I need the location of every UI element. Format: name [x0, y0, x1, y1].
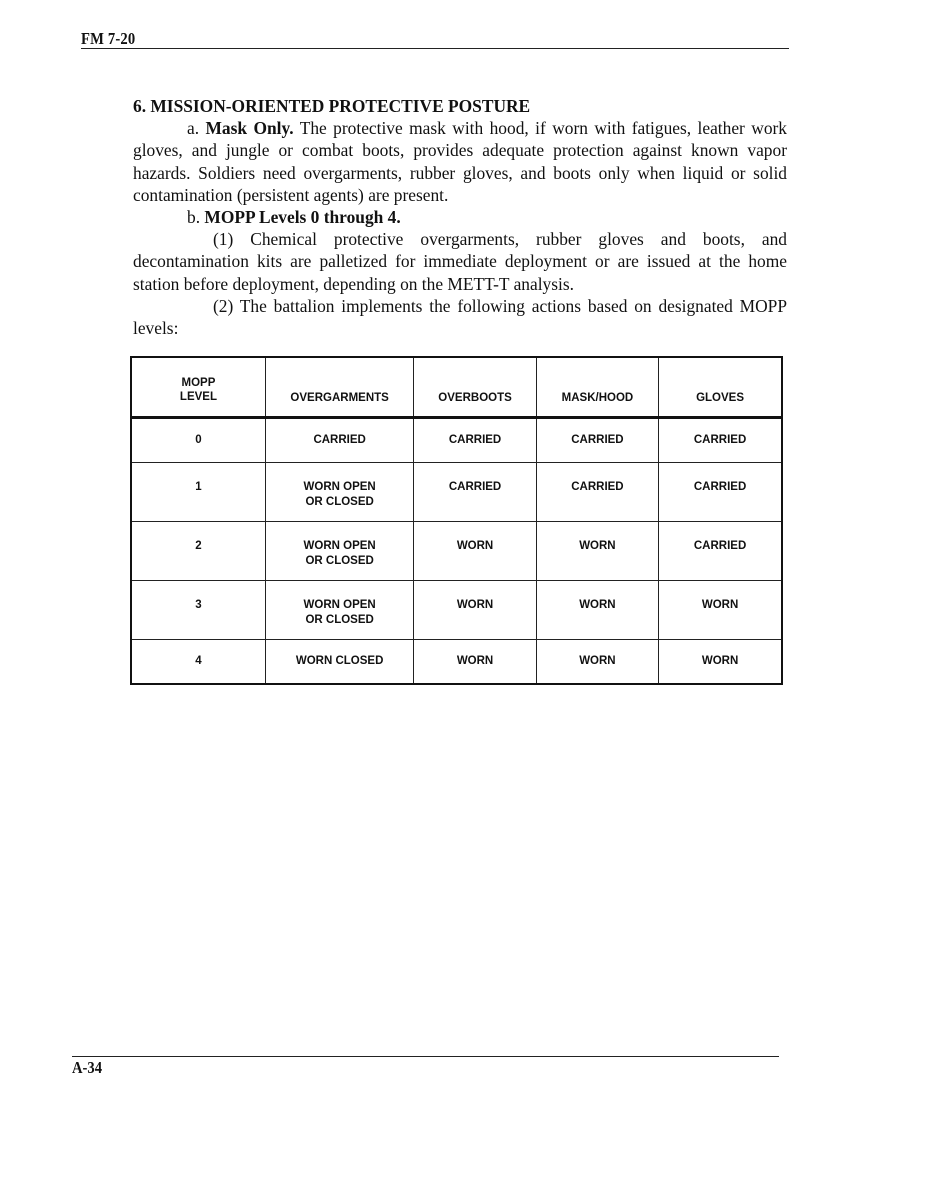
cell-mask-hood: CARRIED	[536, 462, 658, 521]
paragraph-a-label: a.	[187, 118, 200, 139]
cell-mask-hood: WORN	[536, 639, 658, 684]
table-row	[131, 417, 782, 462]
cell-overgarments-line1: WORN OPEN	[303, 539, 376, 552]
cell-overgarments-line2: OR CLOSED	[305, 495, 374, 508]
table-row	[131, 462, 782, 521]
manual-id: FM 7-20	[81, 29, 136, 48]
paragraph-a	[133, 117, 787, 206]
cell-level: 1	[131, 462, 265, 521]
paragraph-b	[133, 206, 787, 228]
cell-overboots: WORN	[414, 580, 536, 639]
header-mopp-level	[131, 357, 265, 417]
cell-overgarments	[265, 462, 413, 521]
cell-overgarments	[265, 417, 413, 462]
paragraph-a-heading: Mask Only.	[205, 118, 294, 139]
cell-overgarments-line1: WORN CLOSED	[295, 654, 384, 667]
header-overboots: OVERBOOTS	[414, 357, 536, 417]
paragraph-b-label: b.	[187, 207, 201, 228]
footer-rule	[72, 1056, 779, 1057]
page-number: A-34	[72, 1058, 103, 1077]
paragraph-a-text: The protective mask with hood, if worn with fatigues, leather work gloves, and jungle or combat boots, provides adequate protection against known vapor hazards. Soldiers need overgarments, rubber gloves, and boots only when liquid or solid contamination (persistent agents) are present.	[133, 118, 787, 205]
header-rule	[81, 48, 789, 49]
cell-overgarments	[265, 521, 413, 580]
cell-gloves: WORN	[659, 639, 782, 684]
cell-overgarments	[265, 639, 413, 684]
header-mopp-level-line2: LEVEL	[179, 390, 217, 403]
cell-gloves: CARRIED	[659, 521, 782, 580]
cell-overgarments-line2: OR CLOSED	[305, 554, 374, 567]
cell-gloves: CARRIED	[659, 462, 782, 521]
cell-level: 3	[131, 580, 265, 639]
cell-level: 0	[131, 417, 265, 462]
cell-overboots: CARRIED	[414, 462, 536, 521]
header-gloves: GLOVES	[659, 357, 782, 417]
table-header-row	[131, 357, 782, 417]
cell-overboots: CARRIED	[414, 417, 536, 462]
section-title: 6. MISSION-ORIENTED PROTECTIVE POSTURE	[133, 96, 531, 116]
cell-overboots: WORN	[414, 521, 536, 580]
paragraph-b1: (1) Chemical protective overgarments, rubber gloves and boots, and decontamination kits are palletized for immediate deployment or are issued at the home station before deployment, depending on the METT-T analysis.	[133, 229, 787, 294]
table-row	[131, 521, 782, 580]
cell-gloves: CARRIED	[659, 417, 782, 462]
body-text	[133, 95, 787, 339]
cell-mask-hood: WORN	[536, 521, 658, 580]
cell-level: 4	[131, 639, 265, 684]
header-overgarments: OVERGARMENTS	[265, 357, 413, 417]
paragraph-b2: (2) The battalion implements the following actions based on designated MOPP levels:	[133, 295, 787, 339]
cell-overgarments-line2: OR CLOSED	[305, 613, 374, 626]
header-mask-hood: MASK/HOOD	[536, 357, 658, 417]
table-row	[131, 580, 782, 639]
cell-gloves: WORN	[659, 580, 782, 639]
cell-mask-hood: WORN	[536, 580, 658, 639]
cell-overboots: WORN	[414, 639, 536, 684]
cell-overgarments-line1: WORN OPEN	[303, 598, 376, 611]
cell-overgarments	[265, 580, 413, 639]
cell-overgarments-line1: WORN OPEN	[303, 480, 376, 493]
table-row	[131, 639, 782, 684]
cell-level: 2	[131, 521, 265, 580]
cell-overgarments-line1: CARRIED	[313, 433, 366, 446]
mopp-table	[130, 356, 783, 685]
cell-mask-hood: CARRIED	[536, 417, 658, 462]
paragraph-b-heading: MOPP Levels 0 through 4.	[204, 207, 401, 228]
header-mopp-level-line1: MOPP	[181, 376, 216, 389]
